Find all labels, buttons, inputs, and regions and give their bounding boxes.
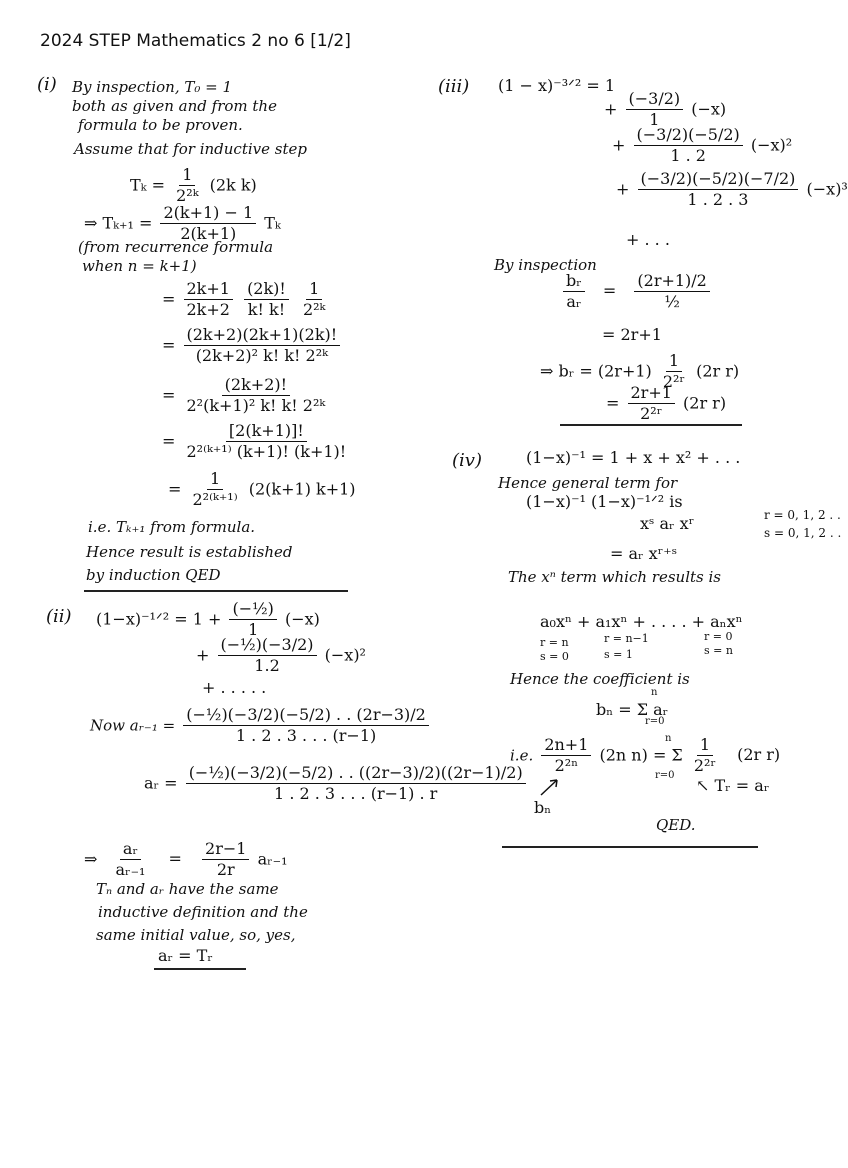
frac-num: (2k)! [244,280,289,300]
binom: (2n n) [599,745,648,765]
tk-num: 1 [179,166,195,186]
ratio-tail: aᵣ₋₁ [257,849,288,869]
eq-sign: = [162,289,176,309]
frac-den: 1 . 2 . 3 . . . (r−1) . r [274,784,438,804]
text-line: inductive definition and the [98,903,308,921]
frac-num: 2r+1 [628,384,675,404]
expansion-line-1 [96,600,320,640]
tr-note: ↖ Tᵣ = aᵣ [696,776,770,795]
qed: QED. [656,816,696,834]
tk-formula [130,166,257,206]
frac-num: (2r+1)/2 [634,272,709,292]
index-2b: s = 1 [604,648,633,661]
frac-den: aᵣ₋₁ [115,860,146,880]
eq-sign: = [162,431,176,451]
frac-num: aᵣ [120,840,141,860]
frac-den: 2k+2 [186,300,230,320]
frac-num: bᵣ [563,272,585,292]
br-simplified: = 2r+1 [602,325,662,344]
frac-num: 1 [697,736,713,756]
divider-rule [84,590,348,592]
sum-sign: = Σ [652,745,683,765]
final-result: aᵣ = Tᵣ [158,946,213,965]
now-lhs: Now aᵣ₋₁ = [90,716,176,735]
binom: (2r r) [696,361,740,381]
frac-num: (−3/2)(−5/2)(−7/2) [638,170,799,190]
frac-num: 2r−1 [202,840,249,860]
frac-den: 1 . 2 [670,146,706,166]
frac-den: 1 [649,110,660,130]
expansion-more: + . . . [626,230,670,249]
part-i-label: (i) [37,74,57,95]
frac-den: 2²ʳ [662,372,686,392]
frac-den: aᵣ [566,292,582,312]
frac-den: 2²⁽ᵏ⁺¹⁾ (k+1)! (k+1)! [186,442,347,462]
range-s: s = 0, 1, 2 . . [764,526,842,540]
page-title: 2024 STEP Mathematics 2 no 6 [1/2] [40,31,351,51]
frac-den: 1 . 2 . 3 . . . (r−1) [235,726,377,746]
expansion-line-2: + $\frac{\text{(−½)(−3/2)}}{1.2}$ (−x)² [196,635,366,676]
implies-text: ⇒ bᵣ = (2r+1) [540,361,652,381]
expansion-term-2: + $\frac{(-3/2)(-5/2)}{1 . 2}$ (−x)² [612,125,793,166]
text-line: i.e. Tₖ₊₁ from formula. [88,518,256,536]
part-iii-label: (iii) [438,76,470,97]
frac-num: (−½)(−3/2)(−5/2) . . ((2r−3)/2)((2r−1)/2) [186,764,526,784]
text-line: By inspection [494,256,597,274]
frac-den: 2²ⁿ [554,756,579,776]
br-ratio: $\frac{\text{bᵣ}}{\text{aᵣ}}$ = $\frac{(2r+1)/2}{\text{½}}$ [560,272,713,312]
index-1b: s = 0 [540,650,569,663]
tk-binom: (2k k) [209,175,257,195]
text-line: Hence general term for [498,474,678,492]
tk1-tail: Tₖ [264,213,281,233]
frac-den: 1 . 2 . 3 [687,190,749,210]
frac-num: 2k+1 [184,280,233,300]
eq-sign: = [162,385,176,405]
divider-rule [502,846,758,848]
index-3b: s = n [704,644,733,657]
tk-lhs: Tₖ = [130,175,165,195]
ie-sum-top: n [665,733,672,744]
text-line: both as given and from the [72,97,277,115]
index-1: r = n [540,636,569,649]
divider-rule [154,968,246,970]
ratio-formula: ⇒ $\frac{\text{aᵣ}}{\text{aᵣ₋₁}}$ = $\frac{2r-1}{2r}$ aᵣ₋₁ [84,839,288,880]
part-iv-label: (iv) [452,450,482,471]
ar-formula [144,764,529,804]
term-tail: (−x)² [750,135,793,155]
frac-num: 2n+1 [541,736,591,756]
text-line: By inspection, T₀ = 1 [72,78,233,96]
frac-num: (−3/2)(−5/2) [634,126,743,146]
term-tail: (−x) [284,609,320,629]
term-tail: (−x) [691,99,727,119]
expansion-lhs: (1−x)⁻¹ᐟ² = 1 + [96,609,222,629]
now-ar-minus-1 [90,706,432,746]
ie-sum-bottom: r=0 [655,770,675,781]
text-line: Hence the coefficient is [510,670,690,688]
frac-den: (2k+2)² k! k! 2²ᵏ [195,346,328,366]
general-term: xˢ aᵣ xʳ [640,514,695,533]
expansion-lhs: (1 − x)⁻³ᐟ² = 1 [498,76,616,95]
frac-num: (2k+2)! [222,376,290,396]
binom: (2r r) [737,745,781,765]
frac-num: (2k+2)(2k+1)(2k)! [184,326,341,346]
frac-den: 1.2 [254,656,280,676]
frac-den: 2²⁽ᵏ⁺¹⁾ [192,490,238,510]
frac-den: 1 [248,620,259,640]
text-line: Tₙ and aᵣ have the same [96,880,279,898]
ie-text: i.e. [510,746,534,765]
frac-num: 1 [306,280,322,300]
text-line: Hence result is established [86,543,293,561]
term-tail: (−x)² [324,645,366,665]
frac-num: (−3/2) [626,90,684,110]
tk1-den: 2(k+1) [180,224,237,244]
bn-note: bₙ [534,798,552,817]
ar-lhs: aᵣ = [144,773,178,793]
index-2: r = n−1 [604,632,649,645]
expansion-more: + . . . . . [202,678,267,697]
text-line: The xⁿ term which results is [508,568,722,586]
product-line: (1−x)⁻¹ (1−x)⁻¹ᐟ² is [526,492,683,511]
step-5 [168,470,356,510]
frac-den: 2r [216,860,235,880]
tk1-num: 2(k+1) − 1 [160,204,256,224]
frac-num: (−½) [229,600,276,620]
step-1 [162,280,331,320]
frac-den: 2²ᵏ [302,300,326,320]
frac-den: 2²ʳ [640,404,663,424]
frac-den: ½ [664,292,680,312]
index-3: r = 0 [704,630,733,643]
part-ii-label: (ii) [46,606,72,627]
eq-sign: = [168,479,182,499]
general-term-2: = aᵣ xʳ⁺ˢ [610,544,678,563]
step-2 [162,326,343,366]
tk-den: 2²ᵏ [176,186,199,206]
frac-num: 1 [207,470,223,490]
binom: (2(k+1) k+1) [248,479,356,499]
term-tail: (−x)³ [806,179,848,199]
geometric-series: (1−x)⁻¹ = 1 + x + x² + . . . [526,448,741,467]
text-line: same initial value, so, yes, [96,926,296,944]
frac-den: 2²(k+1)² k! k! 2²ᵏ [186,396,326,416]
range-r: r = 0, 1, 2 . . [764,508,841,522]
text-line: Assume that for inductive step [74,140,307,158]
frac-num: 1 [666,352,682,372]
frac-num: (−½)(−3/2) [218,636,317,656]
text-line: when n = k+1) [82,257,197,275]
frac-num: [2(k+1)]! [226,422,307,442]
step-3 [162,376,331,416]
eq-sign: = [162,335,176,355]
text-line: (from recurrence formula [78,238,274,256]
expansion-term-3: + $\frac{(-3/2)(-5/2)(-7/2)}{1 . 2 . 3}$ (−x)³ [616,169,848,210]
frac-den: k! k! [247,300,286,320]
step-4 [162,422,352,462]
divider-rule [560,424,742,426]
binom: (2r r) [683,393,727,413]
expansion-term-1: + $\frac{(-3/2)}{1}$ (−x) [604,89,727,130]
bn-sum-bottom: r=0 [645,716,665,727]
frac-num: (−½)(−3/2)(−5/2) . . (2r−3)/2 [183,706,429,726]
text-line: formula to be proven. [78,116,243,134]
bn-equation: bₙ = Σ aᵣ [596,700,669,719]
ie-identity [510,736,780,776]
frac-den: 2²ʳ [693,756,716,776]
implies: ⇒ [84,849,98,869]
text-line: by induction QED [86,566,221,584]
tk1-lhs: ⇒ Tₖ₊₁ = [84,213,153,233]
br-final: = $\frac{2r+1}{\text{2²ʳ}}$ (2r r) [606,383,727,424]
bn-sum-top: n [651,687,658,698]
arrow-icon [538,776,562,798]
sum-line: a₀xⁿ + a₁xⁿ + . . . . + aₙxⁿ [540,612,743,631]
